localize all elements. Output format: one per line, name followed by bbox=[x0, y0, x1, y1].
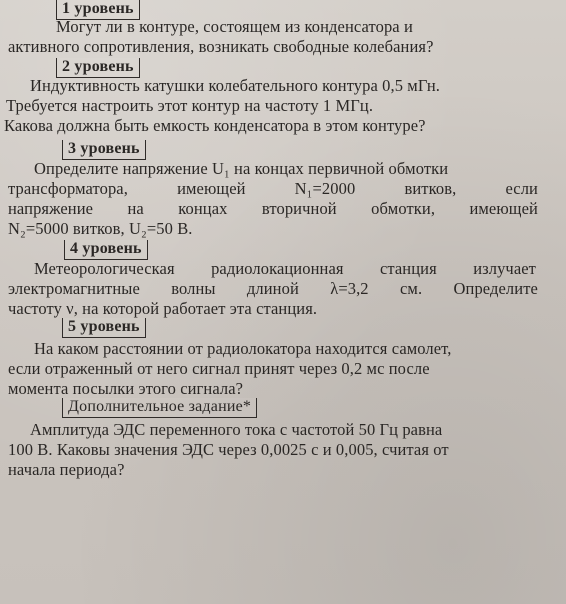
word: см. bbox=[399, 279, 423, 298]
task-line: Могут ли в контуре, состоящем из конденсатора и bbox=[56, 17, 413, 36]
task-line: частоту ν, на которой работает эта станция. bbox=[8, 299, 318, 318]
word: трансформатора, bbox=[8, 179, 128, 198]
task-line: На каком расстоянии от радиолокатора находится самолет, bbox=[34, 339, 452, 358]
level-5-badge: 5 уровень bbox=[62, 318, 146, 338]
word: концах bbox=[178, 199, 228, 218]
level-2-badge: 2 уровень bbox=[56, 58, 140, 78]
task-line: N₂=5000 витков, U₂=50 В. bbox=[8, 219, 193, 238]
word: N₁=2000 bbox=[294, 179, 356, 198]
task-line-justified bbox=[8, 178, 538, 199]
word: напряжение bbox=[8, 199, 94, 218]
word: если bbox=[505, 179, 538, 198]
task-line: момента посылки этого сигнала? bbox=[8, 379, 244, 398]
word: витков, bbox=[404, 179, 457, 198]
word: длиной bbox=[246, 279, 299, 298]
task-line: Индуктивность катушки колебательного контура 0,5 мГн. bbox=[30, 76, 441, 95]
task-line: Какова должна быть емкость конденсатора в этом контуре? bbox=[4, 116, 426, 135]
task-line-justified bbox=[8, 278, 538, 299]
word: электромагнитные bbox=[8, 279, 140, 298]
task-line: Определите напряжение U₁ на концах первичной обмотки bbox=[34, 159, 449, 178]
word: станция bbox=[379, 259, 437, 278]
task-line: если отраженный от него сигнал принят через 0,2 мс после bbox=[8, 359, 430, 378]
task-line: 100 В. Каковы значения ЭДС через 0,0025 с и 0,005, считая от bbox=[8, 440, 449, 459]
extra-task-badge: Дополнительное задание* bbox=[62, 398, 257, 418]
word: излучает bbox=[473, 259, 536, 278]
task-line: начала периода? bbox=[8, 460, 125, 479]
level-1-badge: 1 уровень bbox=[56, 0, 140, 20]
task-line-justified bbox=[34, 258, 536, 279]
task-line: активного сопротивления, возникать свободные колебания? bbox=[8, 37, 434, 56]
word: вторичной bbox=[261, 199, 337, 218]
word: Метеорологическая bbox=[34, 259, 175, 278]
word: волны bbox=[171, 279, 216, 298]
word: обмотки, bbox=[371, 199, 436, 218]
task-line: Амплитуда ЭДС переменного тока с частотой 50 Гц равна bbox=[30, 420, 443, 439]
level-3-badge: 3 уровень bbox=[62, 140, 146, 160]
word: имеющей bbox=[177, 179, 246, 198]
word: λ=3,2 bbox=[330, 279, 369, 298]
word: на bbox=[127, 199, 144, 218]
task-line: Требуется настроить этот контур на частоту 1 МГц. bbox=[6, 96, 374, 115]
level-4-badge: 4 уровень bbox=[64, 240, 148, 260]
word: имеющей bbox=[469, 199, 538, 218]
word: Определите bbox=[453, 279, 538, 298]
word: радиолокационная bbox=[211, 259, 344, 278]
task-line-justified bbox=[8, 198, 538, 219]
